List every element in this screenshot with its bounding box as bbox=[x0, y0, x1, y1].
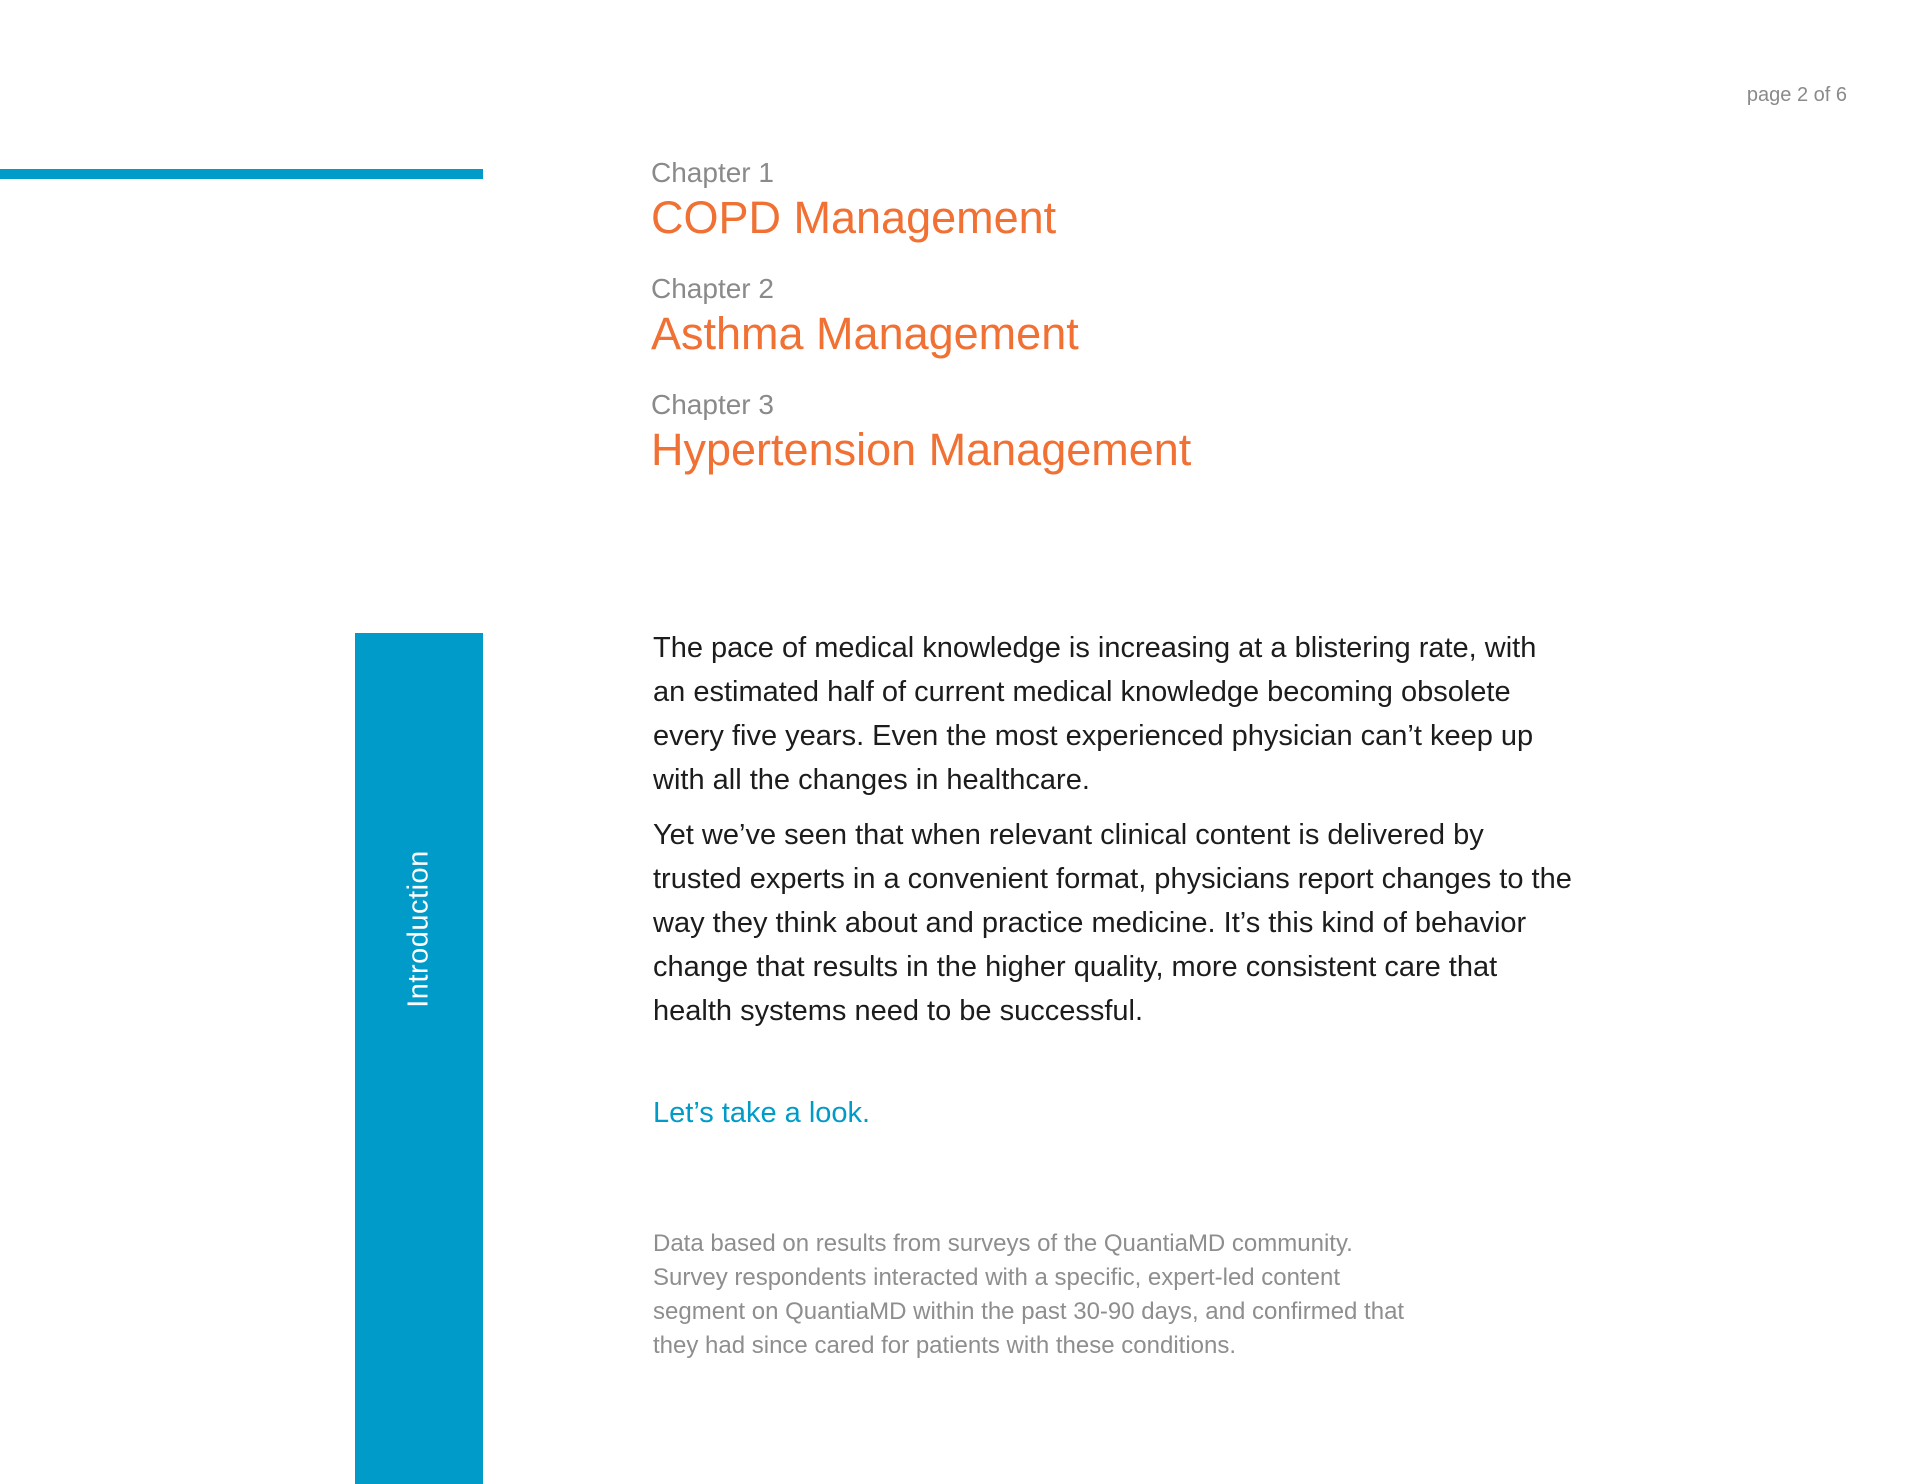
page-number: page 2 of 6 bbox=[1746, 84, 1847, 106]
chapter-title[interactable]: Hypertension Management bbox=[651, 424, 1192, 475]
chapter-label: Chapter 2 bbox=[651, 273, 774, 304]
main-content bbox=[653, 626, 1573, 1363]
section-label: Introduction bbox=[402, 850, 435, 1008]
chapter-label: Chapter 3 bbox=[651, 389, 774, 420]
take-a-look-link[interactable]: Let’s take a look. bbox=[653, 1097, 871, 1129]
chapter-title[interactable]: COPD Management bbox=[651, 192, 1057, 243]
section-sidebar bbox=[355, 633, 483, 1484]
chapter-list bbox=[651, 156, 1191, 504]
footnote: Data based on results from surveys of the QuantiaMD community. Survey respondents interacted with a specific, expert-led content segment on QuantiaMD within the past 30-90 days, and confirmed that they had since cared for patients with these conditions. bbox=[653, 1230, 1405, 1359]
chapter-item-3[interactable] bbox=[651, 388, 1191, 478]
chapter-title[interactable]: Asthma Management bbox=[651, 308, 1079, 359]
chapter-item-2[interactable] bbox=[651, 272, 1191, 362]
intro-paragraph-1: The pace of medical knowledge is increasing at a blistering rate, with an estimated half of current medical knowledge becoming obsolete every five years. Even the most experienced physician can’t keep up with all the changes in healthcare. bbox=[653, 632, 1537, 796]
top-accent-rule bbox=[0, 169, 483, 179]
chapter-item-1[interactable] bbox=[651, 156, 1191, 246]
intro-paragraph-2: Yet we’ve seen that when relevant clinical content is delivered by trusted experts in a convenient format, physicians report changes to the way they think about and practice medicine. It’s this kind of behavior change that results in the higher quality, more consistent care that health systems need to be successful. bbox=[653, 819, 1572, 1027]
chapter-label: Chapter 1 bbox=[651, 157, 774, 188]
